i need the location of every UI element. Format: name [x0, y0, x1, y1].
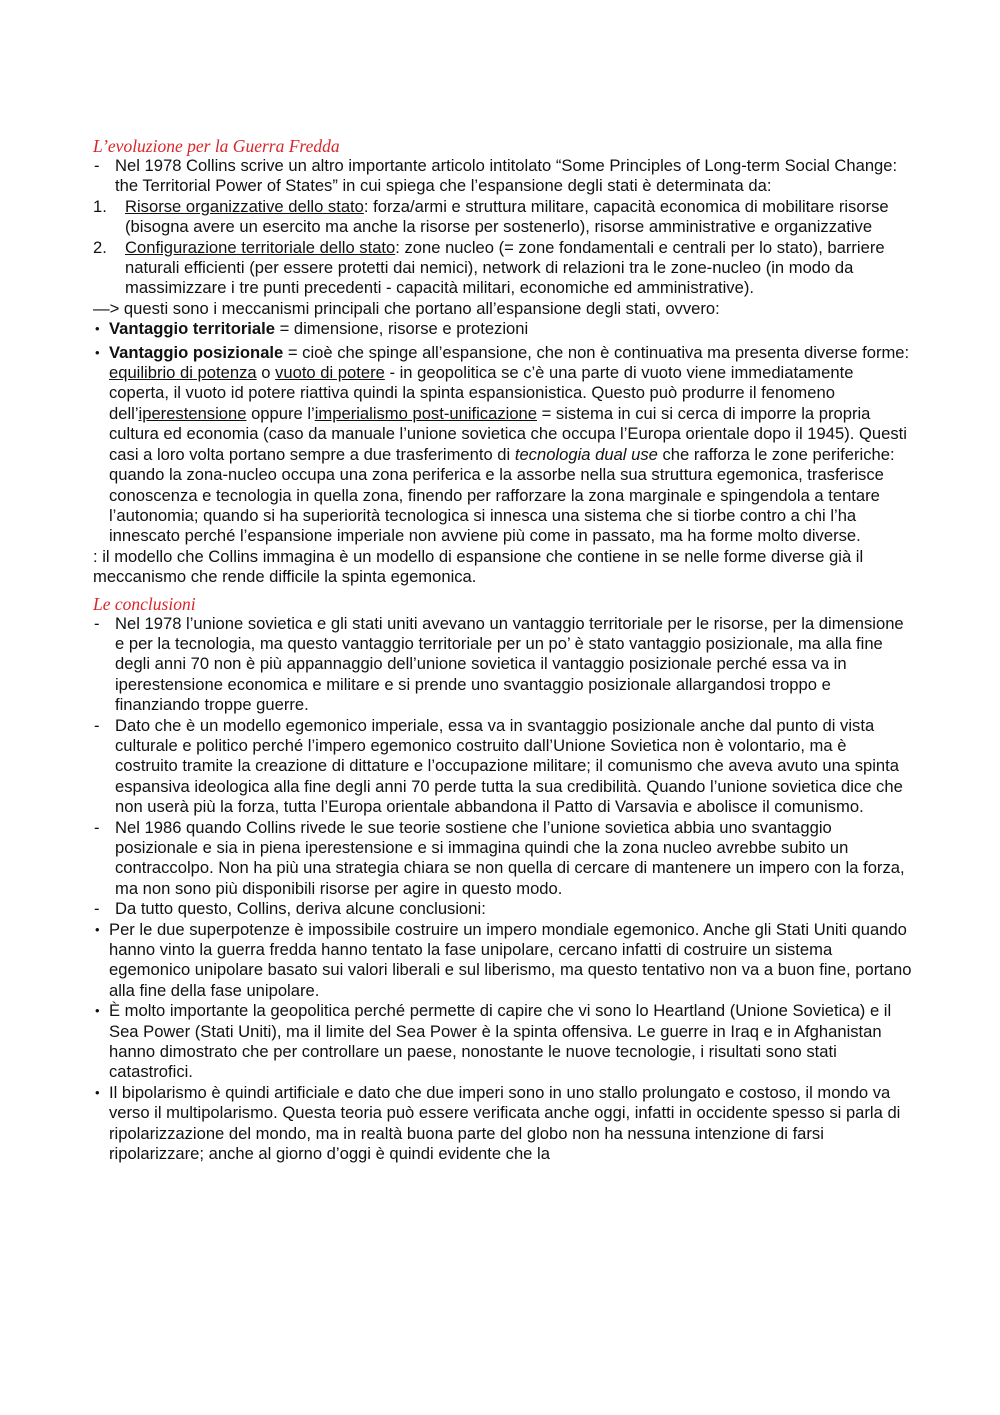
bullet-text: = cioè che spinge all’espansione, che non è continuativa ma presenta diverse forme:: [283, 342, 910, 362]
dash-marker: -: [94, 817, 100, 837]
number-marker: 2.: [93, 237, 107, 257]
dash-marker: -: [94, 899, 100, 919]
conclusion-dash-4: [93, 899, 913, 919]
dash-marker: -: [94, 613, 100, 633]
bullet-text: oppure l’: [246, 403, 315, 423]
number-marker: 1.: [93, 196, 107, 216]
dash-text: Da tutto questo, Collins, deriva alcune conclusioni:: [115, 899, 486, 919]
bullet-text: È molto importante la geopolitica perché permette di capire che vi sono lo Heartland (Unione Sovietica) e il Sea Power (Stati Uniti), ma il limite del Sea Power è la spinta offensiva. Le guerre in Iraq e in Afghanistan hanno dimostrato che per controllare un paese, nonostante le nuove tecnologie, i risultati sono stati catastrofici.: [109, 1001, 892, 1082]
conclusion-bullet-1: [93, 920, 913, 1002]
bullet-text: = dimensione, risorse e protezioni: [274, 319, 529, 339]
document-body: [93, 136, 913, 1165]
arrow-line: —> questi sono i meccanismi principali che portano all’espansione degli stati, ovvero:: [93, 298, 720, 318]
section-heading-cold-war: L’evoluzione per la Guerra Fredda: [93, 136, 340, 156]
bullet-positional-advantage: [93, 343, 913, 547]
bullet-text: Per le due superpotenze è impossibile costruire un impero mondiale egemonico. Anche gli Stati Uniti quando hanno vinto la guerra fredda hanno tentato la fase unipolare, cercano infatti di costruire un sistema egemonico unipolare basato sui valori liberali e sul liberismo, ma questo tentativo non va a buon fine, portano alla fine della fase unipolare.: [109, 919, 912, 1000]
numbered-item-1: [93, 197, 913, 238]
dash-marker: -: [94, 715, 100, 735]
numbered-item-2: [93, 238, 913, 299]
conclusion-bullet-3: [93, 1083, 913, 1165]
bullet-text: - in geopolitica se c’è una parte di vuoto viene immediatamente coperta, il vuoto id potere riattiva quindi la spinta espansionistica. Questo può produrre il fenomeno dell’: [109, 363, 854, 423]
term-underlined: Configurazione territoriale dello stato: [125, 237, 396, 257]
bold-term: Vantaggio posizionale: [109, 342, 284, 362]
closing-paragraph: : il modello che Collins immagina è un modello di espansione che contiene in se nelle forme diverse già il meccanismo che rende difficile la spinta egemonica.: [93, 546, 864, 587]
dash-text: Nel 1978 l’unione sovietica e gli stati uniti avevano un vantaggio territoriale per le risorse, per la dimensione e per la tecnologia, ma questo vantaggio territoriale per un po’ è stato vantaggio posizionale, ma alla fine degli anni 70 non è più appannaggio dell’unione sovietica il vantaggio posizionale perché essa va in iperestensione economica e militare e si prende uno svantaggio posizionale allargandosi troppo e finanziando troppe guerre.: [115, 613, 904, 715]
bullet-text: = sistema in cui si cerca di imporre la propria cultura ed economia (caso da manuale l’unione sovietica che occupa l’Europa orientale dopo il 1945). Questi casi a loro volta portano sempre a due trasferimento di: [109, 403, 907, 464]
bullet-marker: •: [95, 1084, 100, 1100]
dash-text: Dato che è un modello egemonico imperiale, essa va in svantaggio posizionale anche dal punto di vista culturale e politico perché l’impero egemonico costruito dall’Unione Sovietica non è volontario, ma è costruito tramite la creazione di dittature e l’occupazione militare; il comunismo che aveva avuto una spinta espansiva ideologica alla fine degli anni 70 perde tutta la sua credibilità. Quando l’unione sovietica dice che non userà più la forza, tutta l’Europa orientale abbandona il Patto di Varsavia e abolisce il comunismo.: [115, 715, 903, 817]
conclusion-dash-3: [93, 818, 913, 900]
intro-text: Nel 1978 Collins scrive un altro importante articolo intitolato “Some Principles of Long-term Social Change: the Territorial Power of States” in cui spiega che l’espansione degli stati è determinata da:: [115, 156, 898, 196]
bullet-marker: •: [95, 344, 100, 360]
term-underlined: iperestensione: [138, 403, 247, 423]
term-underlined: equilibrio di potenza: [109, 363, 257, 383]
conclusion-bullet-2: [93, 1001, 913, 1083]
section-heading-conclusions: Le conclusioni: [93, 593, 196, 614]
bullet-territorial-advantage: [93, 319, 913, 339]
item-text: : forza/armi e struttura militare, capacità economica di mobilitare risorse (bisogna avere un esercito ma anche la risorse per sostenerlo), risorse amministrative e organizzative: [125, 196, 889, 237]
bullet-marker: •: [95, 921, 100, 937]
term-underlined: imperialismo post-unificazione: [314, 403, 537, 423]
bullet-text: Il bipolarismo è quindi artificiale e dato che due imperi sono in uno stallo prolungato e costoso, il mondo va verso il multipolarismo. Questa teoria può essere verificata anche oggi, infatti in occidente spesso si parla di ripolarizzazione del mondo, ma in realtà buona parte del globo non ha nessuna intenzione di farsi ripolarizzare; anche al giorno d’oggi è quindi evidente che la: [109, 1082, 901, 1164]
bullet-marker: •: [95, 1003, 100, 1019]
bullet-text: che rafforza le zone periferiche: quando la zona-nucleo occupa una zona periferica e la assorbe nella sua struttura egemonica, trasferisce conoscenza e tecnologia in quella zona, finendo per rafforzare la zona marginale e spingendola a tentare l’autonomia; quando si ha superiorità tecnologica si innesca una sistema che si tiorbe contro a chi l’ha innescato perché l’espansione imperiale non avviene più come in passato, ma ha forme molto diverse.: [109, 444, 895, 546]
bold-term: Vantaggio territoriale: [109, 319, 275, 339]
italic-term: tecnologia dual use: [514, 444, 658, 464]
term-underlined: Risorse organizzative dello stato: [125, 196, 364, 216]
bullet-text: o: [256, 363, 276, 383]
conclusion-dash-2: [93, 716, 913, 818]
intro-paragraph: [93, 156, 913, 197]
conclusion-dash-1: [93, 614, 913, 716]
term-underlined: vuoto di potere: [275, 363, 385, 383]
dash-marker: -: [94, 156, 100, 175]
item-text: : zone nucleo (= zone fondamentali e centrali per lo stato), barriere naturali efficienti (per essere protetti dai nemici), network di relazioni tra le zone-nucleo (in modo da massimizzare i tre punti precedenti - capacità militari, economiche ed amministrative).: [125, 237, 885, 298]
bullet-marker: •: [95, 321, 100, 337]
dash-text: Nel 1986 quando Collins rivede le sue teorie sostiene che l’unione sovietica abbia uno svantaggio posizionale e sia in piena iperestensione e si immagina quindi che la zona nucleo avrebbe subito un contraccolpo. Non ha più una strategia chiara se non quella di cercare di mantenere un impero con la forza, ma non sono più disponibili risorse per agire in questo modo.: [115, 817, 905, 898]
